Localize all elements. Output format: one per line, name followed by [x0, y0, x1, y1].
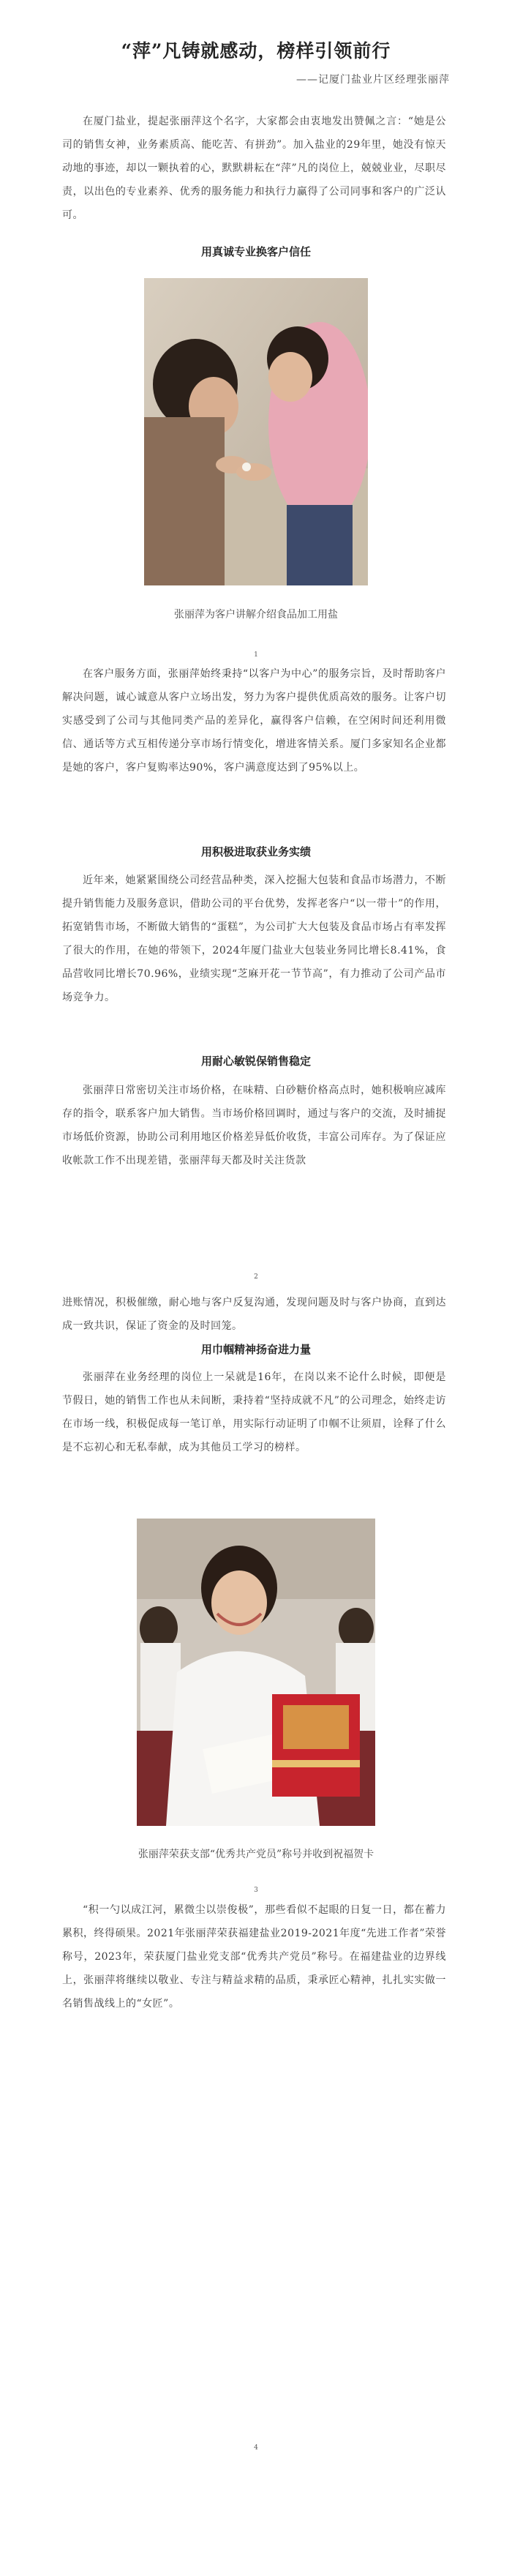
- section3-heading: 用耐心敏锐保销售稳定: [200, 1055, 311, 1068]
- page-number-3: 3: [254, 1887, 258, 1894]
- closing-paragraph: “积一勺以成江河，累微尘以崇俊极”，那些看似不起眼的日复一日，都在蓄力累积，终得硕果。2021年张丽萍荣获福建盐业2019-2021年度“先进工作者”荣誉称号，2023年，荣获厦门盐业党支部“优秀共产党员”称号。在福建盐业的边界线上，张丽萍将继续以敬业、专注与精益求精的品质，秉承匠心精神，扎扎实实做一名销售战线上的“女匠”。: [62, 1904, 446, 2010]
- page-number-4: 4: [254, 2444, 258, 2452]
- award-illustration: [137, 1519, 375, 1826]
- photo1-caption: 张丽萍为客户讲解介绍食品加工用盐: [174, 609, 338, 621]
- award-photo: [137, 1519, 375, 1826]
- customer-salt-illustration: [144, 278, 368, 585]
- photo2-caption: 张丽萍荣获支部“优秀共产党员”称号并收到祝福贺卡: [138, 1849, 374, 1860]
- section4-heading: 用巾帼精神扬奋进力量: [200, 1343, 311, 1356]
- article-subtitle: ——记厦门盐业片区经理张丽萍: [296, 74, 450, 86]
- section3-paragraph-b: 进账情况，积极催缴，耐心地与客户反复沟通，发现问题及时与客户协商，直到达成一致共识，保证了资金的及时回笼。: [62, 1297, 446, 1332]
- section2-paragraph: 近年来，她紧紧围绕公司经营品种类，深入挖掘大包装和食品市场潜力，不断提升销售能力及服务意识，借助公司的平台优势，发挥老客户“以一带十”的作用，拓宽销售市场，不断做大销售的“蛋糕”，为公司扩大大包装及食品市场占有率发挥了很大的作用，在她的带领下，2024年厦门盐业大包装业务同比增长8.41%，食品营收同比增长70.96%，业绩实现“芝麻开花一节节高”，有力推动了公司产品市场竞争力。: [62, 875, 446, 1003]
- customer-salt-photo: [144, 278, 368, 585]
- section1-heading: 用真诚专业换客户信任: [200, 245, 311, 258]
- section2-heading: 用积极进取获业务实绩: [200, 845, 311, 858]
- page-number-2: 2: [254, 1273, 258, 1281]
- section3-paragraph-a: 张丽萍日常密切关注市场价格，在味精、白砂糖价格高点时，她积极响应减库存的指令，联系客户加大销售。当市场价格回调时，通过与客户的交流，及时捕捉市场低价资源，协助公司利用地区价格差异低价收货，丰富公司库存。为了保证应收帐款工作不出现差错，张丽萍每天都及时关注货款: [62, 1085, 446, 1167]
- section1-paragraph: 在客户服务方面，张丽萍始终秉持“以客户为中心”的服务宗旨，及时帮助客户解决问题，诚心诚意从客户立场出发，努力为客户提供优质高效的服务。让客户切实感受到了公司与其他同类产品的差异化，赢得客户信赖，在空闲时间还利用微信、通话等方式互相传递分享市场行情变化，增进客情关系。厦门多家知名企业都是她的客户，客户复购率达90%，客户满意度达到了95%以上。: [62, 668, 446, 774]
- intro-paragraph: 在厦门盐业，提起张丽萍这个名字，大家都会由衷地发出赞佩之言：“她是公司的销售女神，业务素质高、能吃苦、有拼劲”。加入盐业的29年里，她没有惊天动地的事迹，却以一颗执着的心，默默耕耘在“萍”凡的岗位上，兢兢业业，尽职尽责，以出色的专业素养、优秀的服务能力和执行力赢得了公司同事和客户的广泛认可。: [62, 116, 446, 221]
- article-title: “萍”凡铸就感动，榜样引领前行: [121, 40, 391, 61]
- section4-paragraph: 张丽萍在业务经理的岗位上一呆就是16年，在岗以来不论什么时候，即便是节假日，她的销售工作也从未间断，秉持着“坚持成就不凡”的公司理念，始终走访在市场一线，积极促成每一笔订单，用实际行动证明了巾帼不让须眉，诠释了什么是不忘初心和无私奉献，成为其他员工学习的榜样。: [62, 1371, 446, 1453]
- page-number-1: 1: [254, 651, 258, 659]
